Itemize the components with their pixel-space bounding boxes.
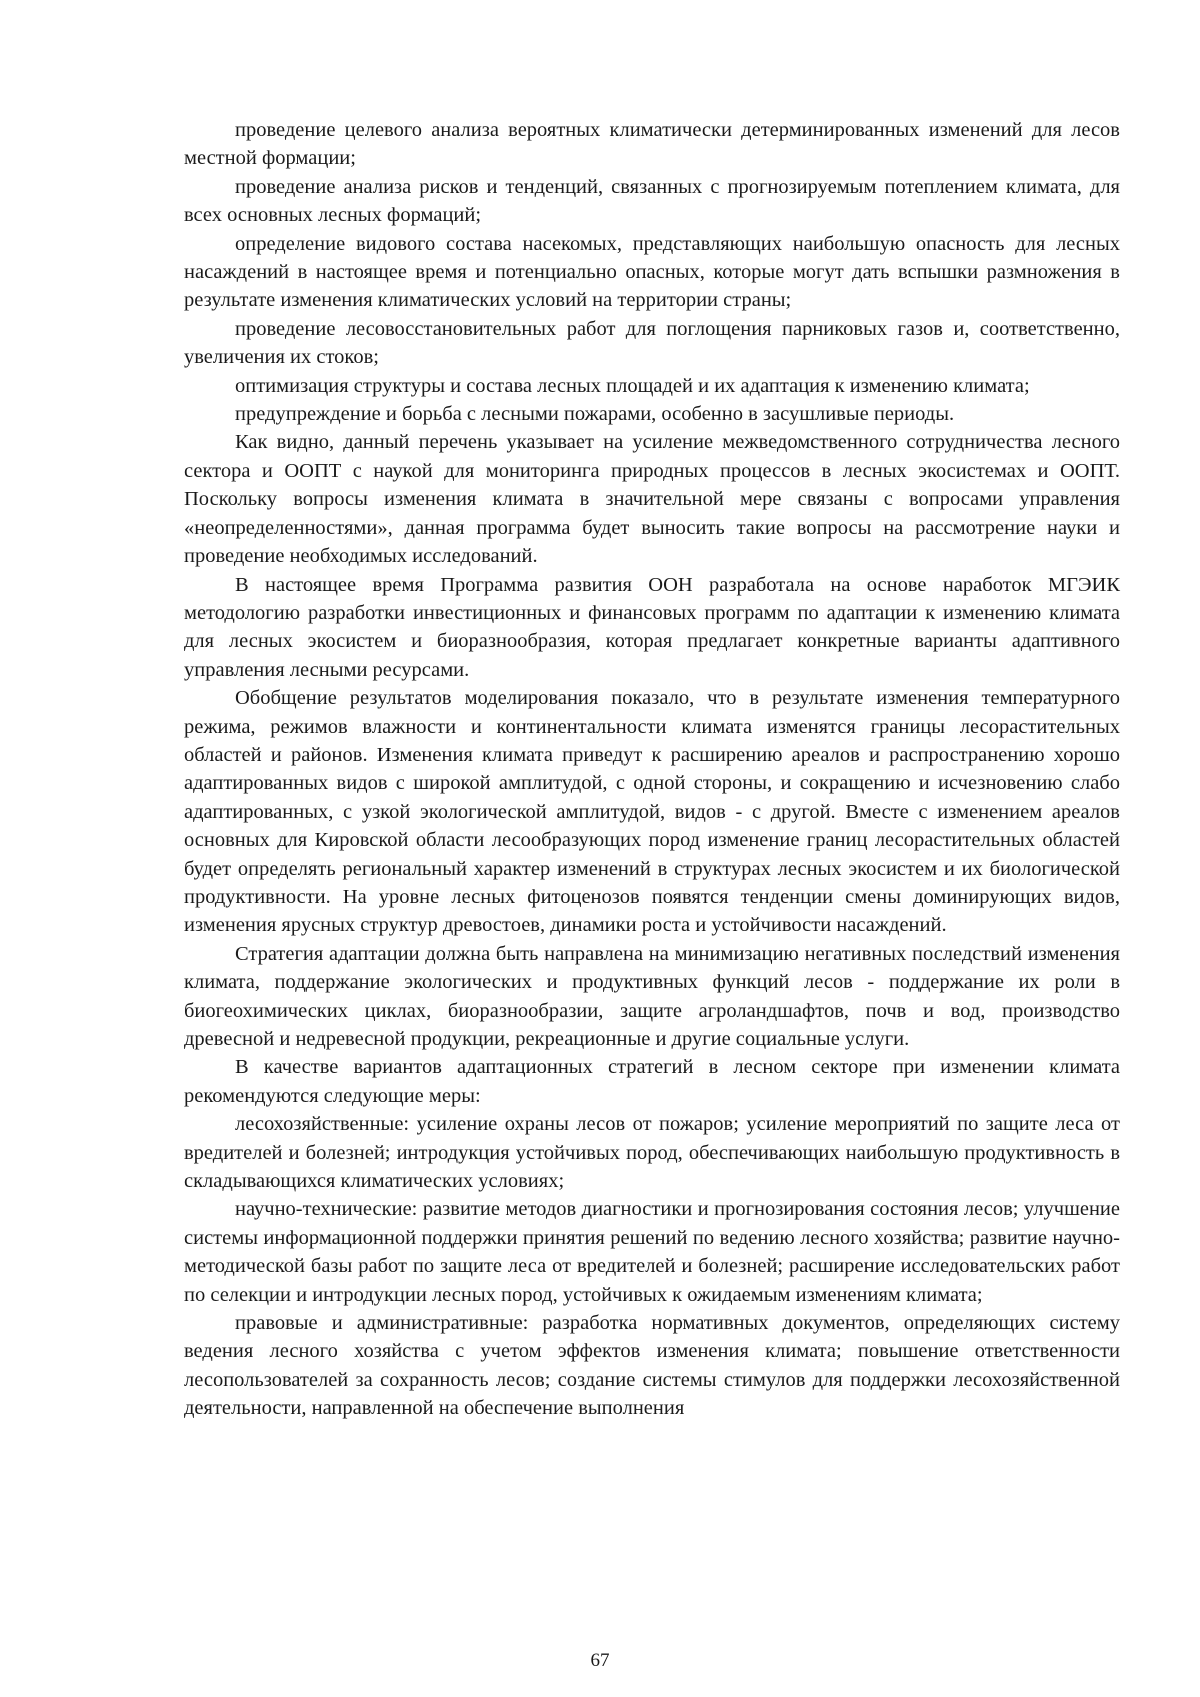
- paragraph-reforestation: проведение лесовосстановительных работ для поглощения парниковых газов и, соответственно, увеличения их стоков;: [184, 317, 1120, 369]
- paragraph-analysis-local-forests: проведение целевого анализа вероятных климатически детерминированных изменений для лесов местной формации;: [184, 119, 1120, 170]
- paragraph-scientific-measures: научно-технические: развитие методов диагностики и прогнозирования состояния лесов; улучшение системы информационной поддержки принятия решений по ведению лесного хозяйства; развитие научно-методической базы работ по защите леса от вредителей и болезней; расширение исследовательских работ по селекции и интродукции лесных пород, устойчивых к ожидаемым изменениям климата;: [184, 1198, 1120, 1306]
- paragraph-insect-species: определение видового состава насекомых, представляющих наибольшую опасность для лесных насаждений в настоящее время и потенциально опасных, которые могут дать вспышки размножения в результате изменения климатических условий на территории страны;: [184, 232, 1120, 312]
- body-text: [184, 116, 1120, 1423]
- paragraph-recommended-measures: В качестве вариантов адаптационных стратегий в лесном секторе при изменении климата рекомендуются следующие меры:: [184, 1056, 1120, 1107]
- paragraph-undp-methodology: В настоящее время Программа развития ООН разработала на основе наработок МГЭИК методологию разработки инвестиционных и финансовых программ по адаптации к изменению климата для лесных экосистем и биоразнообразия, которая предлагает конкретные варианты адаптивного управления лесными ресурсами.: [184, 573, 1120, 681]
- paragraph-legal-measures: правовые и административные: разработка нормативных документов, определяющих систему ведения лесного хозяйства с учетом эффектов изменения климата; повышение ответственности лесопользователей за сохранность лесов; создание системы стимулов для поддержки лесохозяйственной деятельности, направленной на обеспечение выполнения: [184, 1312, 1120, 1420]
- paragraph-structure-optimization: оптимизация структуры и состава лесных площадей и их адаптация к изменению климата;: [235, 374, 1030, 397]
- paragraph-interagency-cooperation: Как видно, данный перечень указывает на усиление межведомственного сотрудничества лесного сектора и ООПТ с наукой для мониторинга природных процессов в лесных экосистемах и ООПТ. Поскольку вопросы изменения климата в значительной мере связаны с вопросами управления «неопределенностями», данная программа будет выносить такие вопросы на рассмотрение науки и проведение необходимых исследований.: [184, 431, 1120, 568]
- paragraph-risk-analysis: проведение анализа рисков и тенденций, связанных с прогнозируемым потеплением климата, для всех основных лесных формаций;: [184, 175, 1120, 227]
- paragraph-forestry-measures: лесохозяйственные: усиление охраны лесов от пожаров; усиление мероприятий по защите леса от вредителей и болезней; интродукция устойчивых пород, обеспечивающих наибольшую продуктивность в складывающихся климатических условиях;: [184, 1113, 1120, 1193]
- paragraph-adaptation-strategy: Стратегия адаптации должна быть направлена на минимизацию негативных последствий изменения климата, поддержание экологических и продуктивных функций лесов - поддержание их роли в биогеохимических циклах, биоразнообразии, защите агроландшафтов, почв и вод, производство древесной и недревесной продукции, рекреационные и другие социальные услуги.: [184, 942, 1120, 1050]
- page-number: 67: [590, 1650, 610, 1671]
- paragraph-fire-prevention: предупреждение и борьба с лесными пожарами, особенно в засушливые периоды.: [235, 403, 955, 426]
- paragraph-modeling-results: Обобщение результатов моделирования показало, что в результате изменения температурного режима, режимов влажности и континентальности климата изменятся границы лесорастительных областей и районов. Изменения климата приведут к расширению ареалов и распространению хорошо адаптированных видов с широкой амплитудой, с одной стороны, и сокращению и исчезновению слабо адаптированных, с узкой экологической амплитудой, видов - с другой. Вместе с изменением ареалов основных для Кировской области лесообразующих пород изменение границ лесорастительных областей будет определять региональный характер изменений в структурах лесных экосистем и их биологической продуктивности. На уровне лесных фитоценозов появятся тенденции смены доминирующих видов, изменения ярусных структур древостоев, динамики роста и устойчивости насаждений.: [184, 687, 1120, 937]
